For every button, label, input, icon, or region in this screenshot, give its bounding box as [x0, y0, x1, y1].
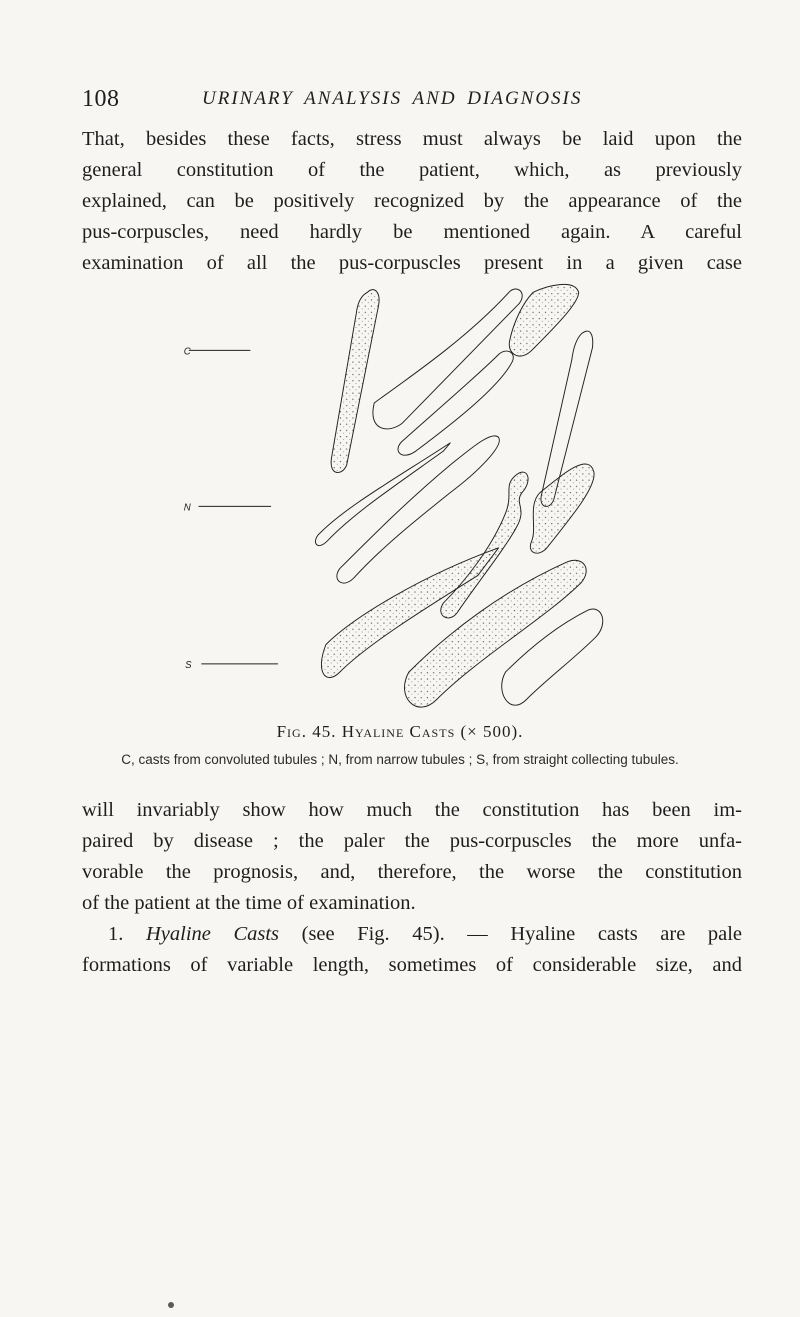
caption-title: Hyaline Casts	[341, 722, 456, 741]
printer-mark	[168, 1302, 174, 1308]
text-line: vorable the prognosis, and, therefore, the worse the constitution	[82, 861, 742, 883]
text-line: pus-corpuscles, need hardly be mentioned again. A careful	[82, 221, 742, 243]
cast-c-3	[509, 284, 578, 356]
figure-caption	[0, 722, 800, 742]
list-item	[82, 919, 742, 950]
text-line: That, besides these facts, stress must always be laid upon the	[82, 128, 742, 150]
text-line: formations of variable length, sometimes of considerable size, and	[82, 954, 742, 976]
text-line: will invariably show how much the constitution has been im-	[82, 799, 742, 821]
label-n: N	[183, 502, 191, 514]
caption-mag: (× 500).	[460, 722, 524, 741]
text-line: explained, can be positively recognized by the appearance of the	[82, 190, 742, 212]
item-number: 1.	[108, 923, 124, 945]
figure-legend: C, casts from convoluted tubules ; N, from narrow tubules ; S, from straight collecting tubules.	[121, 752, 679, 767]
text-line: general constitution of the patient, which, as previously	[82, 159, 742, 181]
cast-c-5	[398, 351, 513, 455]
cast-c-2	[373, 289, 522, 429]
label-c: C	[183, 346, 191, 358]
running-head	[82, 86, 742, 116]
caption-prefix: Fig. 45.	[276, 722, 337, 741]
paragraph-bottom	[82, 795, 742, 981]
text-line: paired by disease ; the paler the pus-corpuscles the more unfa-	[82, 830, 742, 852]
item-term: Hyaline Casts	[145, 923, 280, 945]
cast-c-1	[331, 290, 379, 473]
cast-n-4	[530, 464, 594, 553]
text-line: examination of all the pus-corpuscles present in a given case	[82, 252, 742, 274]
running-title: URINARY ANALYSIS AND DIAGNOSIS	[202, 88, 583, 109]
page-number: 108	[82, 86, 120, 112]
text-line: of the patient at the time of examination.	[82, 892, 416, 914]
label-s: S	[185, 659, 192, 671]
hyaline-casts-figure	[150, 282, 640, 717]
paragraph-top	[82, 124, 742, 279]
item-rest: (see Fig. 45). — Hyaline casts are pale	[279, 923, 743, 945]
